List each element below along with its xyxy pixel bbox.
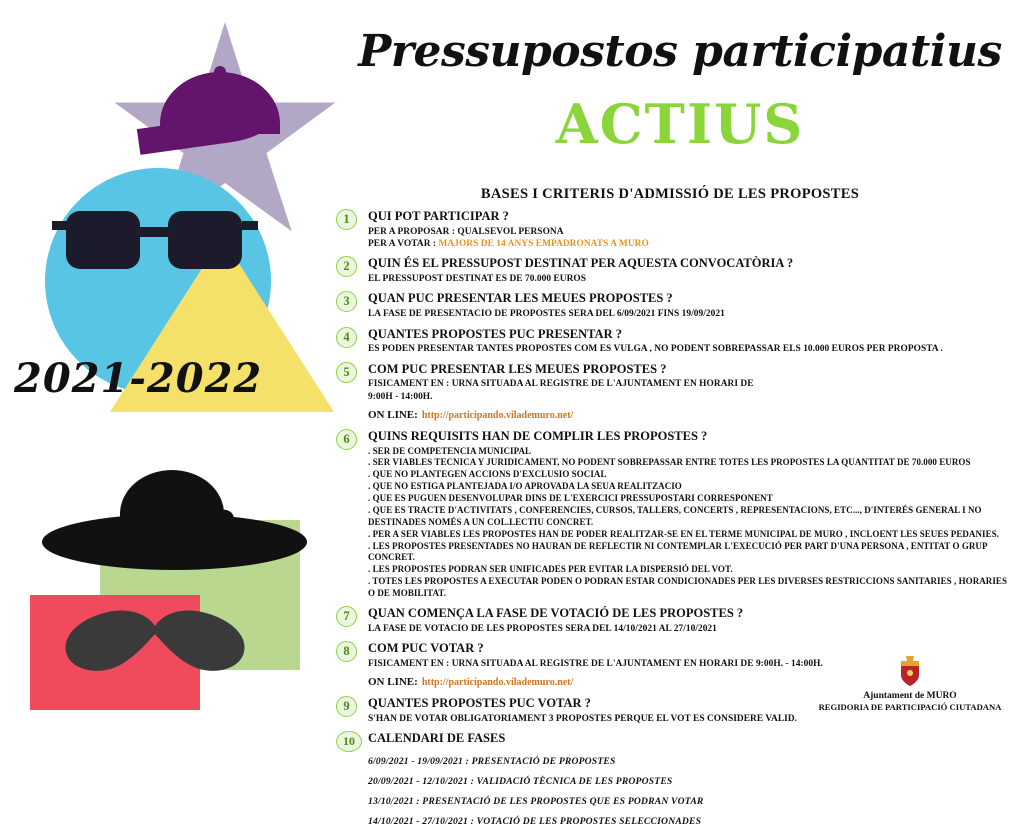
item-heading: COM PUC PRESENTAR LES MEUES PROPOSTES ?	[368, 361, 667, 376]
item-line: O DE MOBILITAT.	[368, 588, 447, 599]
item-line: EL PRESSUPOST DESTINAT ES DE 70.000 EUROS	[368, 274, 587, 285]
item-line: LA FASE DE PRESENTACIO DE PROPOSTES SERA DEL 6/09/2021 FINS 19/09/2021	[368, 309, 725, 320]
item-line	[368, 238, 1016, 250]
item-heading: QUIN ÉS EL PRESSUPOST DESTINAT PER AQUESTA CONVOCATÒRIA ?	[368, 256, 794, 271]
online-label: ON LINE:	[368, 676, 418, 689]
item-number-badge: 7	[336, 606, 357, 627]
vote-label: PER A VOTAR :	[368, 239, 437, 250]
town-crest-icon	[897, 655, 923, 689]
calendar-line: 14/10/2021 - 27/10/2021 : VOTACIÓ DE LES PROPOSTES SELECCIONADES	[368, 815, 702, 827]
calendar-line: 6/09/2021 - 19/09/2021 : PRESENTACIÓ DE PROPOSTES	[368, 755, 616, 767]
list-item	[336, 731, 1016, 827]
item-heading: CALENDARI DE FASES	[368, 731, 506, 746]
online-link[interactable]: http://participando.vilademuro.net/	[421, 677, 574, 689]
item-heading: COM PUC VOTAR ?	[368, 641, 484, 655]
list-item	[336, 327, 1016, 356]
item-line: ES PODEN PRESENTAR TANTES PROPOSTES COM ES VULGA , NO PODENT SOBREPASSAR ELS 10.000 EUROS PER PROPOSTA .	[368, 344, 943, 355]
item-line: S'HAN DE VOTAR OBLIGATORIAMENT 3 PROPOSTES PERQUE EL VOT ES CONSIDERE VALID.	[368, 713, 798, 724]
list-item	[336, 429, 1016, 600]
item-line: . SER VIABLES TECNICA Y JURIDICAMENT, NO PODENT SOBREPASSAR ENTRE TOTES LES PROPOSTES LA QUANTITAT DE 70.000 EUROS	[368, 457, 971, 468]
item-heading: QUI POT PARTICIPAR ?	[368, 209, 509, 223]
item-number-badge: 3	[336, 291, 357, 312]
questions-list	[336, 209, 1016, 833]
item-number-badge: 2	[336, 256, 357, 277]
item-line: . QUE ES TRACTE D'ACTIVITATS , CONFERENCIES, CURSOS, TALLERS, CONCERTS , REPRESENTACIONS, ETC..., D'INTERÉS GENERAL I NO	[368, 504, 982, 515]
footer-line-1: Ajuntament de MURO	[863, 691, 957, 701]
item-line: CONCRET.	[368, 552, 415, 563]
list-item	[336, 256, 1016, 285]
list-item	[336, 606, 1016, 635]
online-link[interactable]: http://participando.vilademuro.net/	[421, 409, 574, 421]
item-line: 9:00H - 14:00H.	[368, 391, 433, 402]
item-line: FISICAMENT EN : URNA SITUADA AL REGISTRE DE L'AJUNTAMENT EN HORARI DE	[368, 379, 754, 390]
item-heading: QUAN COMENÇA LA FASE DE VOTACIÓ DE LES PROPOSTES ?	[368, 605, 744, 620]
item-line: . LES PROPOSTES PRESENTADES NO HAURAN DE REFLECTIR NI CONTEMPLAR L'EXECUCIÓ PER PART D'UNA PERSONA , ENTITAT O GRUP	[368, 540, 988, 551]
item-line: . QUE NO PLANTEGEN ACCIONS D'EXCLUSIO SOCIAL	[368, 469, 607, 480]
item-number-badge: 5	[336, 362, 357, 383]
list-item	[336, 362, 1016, 423]
item-line: . SER DE COMPETENCIA MUNICIPAL	[368, 445, 532, 456]
item-line: . TOTES LES PROPOSTES A EXECUTAR PODEN O PODRAN ESTAR CONDICIONADES PER LES DIVERSES RESTRICCIONS SANITARIES , HORARIES	[368, 576, 1008, 587]
item-heading: QUANTES PROPOSTES PUC PRESENTAR ?	[368, 326, 622, 341]
item-heading: QUAN PUC PRESENTAR LES MEUES PROPOSTES ?	[368, 291, 673, 306]
item-line: DESTINADES NOMÉS A UN COL.LECTIU CONCRET.	[368, 516, 594, 527]
item-number-badge: 8	[336, 641, 357, 662]
calendar-line: 13/10/2021 : PRESENTACIÓ DE LES PROPOSTES QUE ES PODRAN VOTAR	[368, 795, 704, 807]
item-line: . PER A SER VIABLES LES PROPOSTES HAN DE PODER REALITZAR-SE EN EL TERME MUNICIPAL DE MURO , INCLOENT LES SEUES PEDANIES.	[368, 528, 999, 539]
bases-heading: BASES I CRITERIS D'ADMISSIÓ DE LES PROPOSTES	[480, 186, 860, 202]
page-title: Pressupostos participatius	[358, 26, 1002, 77]
years-label: 2021-2022	[14, 355, 263, 402]
vote-value: MAJORS DE 14 ANYS EMPADRONATS A MURO	[438, 239, 649, 250]
item-number-badge: 9	[336, 696, 357, 717]
item-line: . QUE NO ESTIGA PLANTEJADA I/O APROVADA LA SEUA REALITZACIO	[368, 481, 682, 492]
item-line: LA FASE DE VOTACIO DE LES PROPOSTES SERA DEL 14/10/2021 AL 27/10/2021	[368, 623, 717, 634]
item-number-badge: 6	[336, 429, 357, 450]
item-number-badge: 10	[336, 731, 362, 752]
item-number-badge: 4	[336, 327, 357, 348]
item-number-badge: 1	[336, 209, 357, 230]
baseball-cap-icon	[130, 62, 320, 172]
item-line: . LES PROPOSTES PODRAN SER UNIFICADES PER EVITAR LA DISPERSIÓ DEL VOT.	[368, 564, 733, 575]
item-heading: QUINS REQUISITS HAN DE COMPLIR LES PROPOSTES ?	[368, 428, 708, 443]
glasses-icon	[62, 205, 262, 285]
online-label: ON LINE:	[368, 408, 418, 421]
sun-hat-icon	[42, 470, 307, 580]
page-subtitle: ACTIUS	[555, 92, 805, 156]
moustache-icon	[60, 608, 250, 678]
item-heading: QUANTES PROPOSTES PUC VOTAR ?	[368, 696, 591, 711]
list-item	[336, 209, 1016, 250]
item-line: FISICAMENT EN : URNA SITUADA AL REGISTRE DE L'AJUNTAMENT EN HORARI DE 9:00H. - 14:00H.	[368, 658, 823, 669]
calendar-line: 20/09/2021 - 12/10/2021 : VALIDACIÓ TÈCNICA DE LES PROPOSTES	[368, 775, 673, 787]
item-line: PER A PROPOSAR : QUALSEVOL PERSONA	[368, 226, 564, 237]
list-item	[336, 291, 1016, 320]
online-row	[368, 405, 1016, 423]
footer-line-2: REGIDORIA DE PARTICIPACIÓ CIUTADANA	[818, 702, 1002, 712]
item-line: . QUE ES PUGUEN DESENVOLUPAR DINS DE L'EXERCICI PRESSUPOSTARI CORRESPONENT	[368, 493, 773, 504]
footer-logo	[810, 655, 1010, 712]
